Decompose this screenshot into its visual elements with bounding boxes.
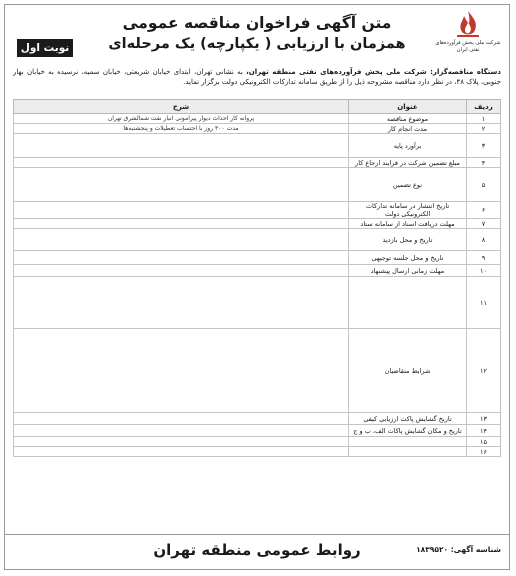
title-line-2: همزمان با ارزیابی ( یکپارچه) یک مرحله‌ای xyxy=(108,36,406,52)
tender-table xyxy=(13,99,501,457)
table-row xyxy=(14,124,501,134)
table-row xyxy=(14,265,501,277)
row-description xyxy=(14,265,349,277)
row-topic: مهلت دریافت اسناد از سامانه ستاد xyxy=(349,219,467,229)
row-description xyxy=(14,447,349,457)
intro-lead: دستگاه مناقصه‌گزار: شرکت ملی پخش فرآورده‌های نفتی منطقه تهران، xyxy=(246,68,502,76)
row-number: ۱ xyxy=(467,114,501,124)
row-description xyxy=(14,134,349,158)
notice-title xyxy=(95,13,419,55)
table-row xyxy=(14,447,501,457)
row-description: پروانه کار احداث دیوار پیرامونی انبار نفت شمالشرق تهران xyxy=(14,114,349,124)
row-number: ۶ xyxy=(467,202,501,219)
table-header-row xyxy=(14,100,501,114)
table-row xyxy=(14,329,501,413)
intro-body: به نشانی تهران، ابتدای خیابان شریعتی، خیابان سمیه، نرسیده به خیابان بهار جنوبی، پلاک ۴۸، در نظر دارد مناقصه مشروحه ذیل را از طریق سامانه تدارکات الکترونیکی دولت برگزار نماید. xyxy=(13,68,501,86)
publisher-name: روابط عمومی منطقه تهران xyxy=(153,541,361,559)
table-row xyxy=(14,158,501,168)
row-description xyxy=(14,437,349,447)
company-logo xyxy=(435,9,501,63)
notice-header xyxy=(5,5,509,67)
footer-note xyxy=(13,506,501,528)
header-desc: شرح xyxy=(14,100,349,114)
row-description xyxy=(14,168,349,202)
row-number: ۸ xyxy=(467,229,501,251)
row-topic: تاریخ انتشار در سامانه تدارکات الکترونیکی دولت xyxy=(349,202,467,219)
notice-id-value: ۱۸۳۹۵۲۰ xyxy=(416,545,449,554)
row-topic xyxy=(349,437,467,447)
table-row xyxy=(14,219,501,229)
intro-paragraph xyxy=(13,67,501,97)
row-number: ۲ xyxy=(467,124,501,134)
row-topic xyxy=(349,277,467,329)
row-description xyxy=(14,251,349,265)
row-description xyxy=(14,413,349,425)
row-number: ۹ xyxy=(467,251,501,265)
header-num: ردیف xyxy=(467,100,501,114)
row-number: ۱۴ xyxy=(467,425,501,437)
row-description xyxy=(14,329,349,413)
table-row xyxy=(14,229,501,251)
row-topic: نوع تضمین xyxy=(349,168,467,202)
row-number: ۴ xyxy=(467,158,501,168)
row-number: ۱۶ xyxy=(467,447,501,457)
row-description xyxy=(14,158,349,168)
table-row xyxy=(14,437,501,447)
notice-frame xyxy=(4,4,510,570)
flame-logo-icon xyxy=(451,9,485,39)
table-row xyxy=(14,168,501,202)
row-topic: مدت انجام کار xyxy=(349,124,467,134)
row-topic: موضوع مناقصه xyxy=(349,114,467,124)
row-description xyxy=(14,219,349,229)
table-row xyxy=(14,251,501,265)
row-description: مدت ۳۰۰ روز با احتساب تعطیلات و پنجشنبه‌ها xyxy=(14,124,349,134)
row-number: ۱۵ xyxy=(467,437,501,447)
row-description xyxy=(14,277,349,329)
table-row xyxy=(14,413,501,425)
row-description xyxy=(14,202,349,219)
footer-bar xyxy=(5,534,509,569)
notice-id xyxy=(416,545,501,554)
round-badge: نوبت اول xyxy=(17,39,73,57)
row-number: ۱۰ xyxy=(467,265,501,277)
table-row xyxy=(14,277,501,329)
header-topic: عنوان xyxy=(349,100,467,114)
row-topic: مهلت زمانی ارسال پیشنهاد xyxy=(349,265,467,277)
row-number: ۱۱ xyxy=(467,277,501,329)
notice-id-label: شناسه آگهی: xyxy=(450,545,501,554)
row-number: ۳ xyxy=(467,134,501,158)
tender-table-wrap xyxy=(13,99,501,457)
row-number: ۷ xyxy=(467,219,501,229)
row-description xyxy=(14,425,349,437)
row-topic: برآورد پایه xyxy=(349,134,467,158)
row-topic: شرایط متقاضیان xyxy=(349,329,467,413)
table-row xyxy=(14,134,501,158)
row-topic: مبلغ تضمین شرکت در فرایند ارجاع کار xyxy=(349,158,467,168)
row-topic: تاریخ و محل جلسه توجیهی xyxy=(349,251,467,265)
table-row xyxy=(14,425,501,437)
row-number: ۱۲ xyxy=(467,329,501,413)
row-number: ۵ xyxy=(467,168,501,202)
row-description xyxy=(14,229,349,251)
row-topic xyxy=(349,447,467,457)
row-topic: تاریخ و مکان گشایش پاکات الف، ب و ج xyxy=(349,425,467,437)
row-topic: تاریخ گشایش پاکت ارزیابی کیفی xyxy=(349,413,467,425)
row-topic: تاریخ و محل بازدید xyxy=(349,229,467,251)
table-row xyxy=(14,202,501,219)
logo-caption: شرکت ملی پخش فرآورده‌های نفتی ایران xyxy=(435,40,501,53)
table-row xyxy=(14,114,501,124)
title-line-1: متن آگهی فراخوان مناقصه عمومی xyxy=(122,14,392,32)
row-number: ۱۳ xyxy=(467,413,501,425)
